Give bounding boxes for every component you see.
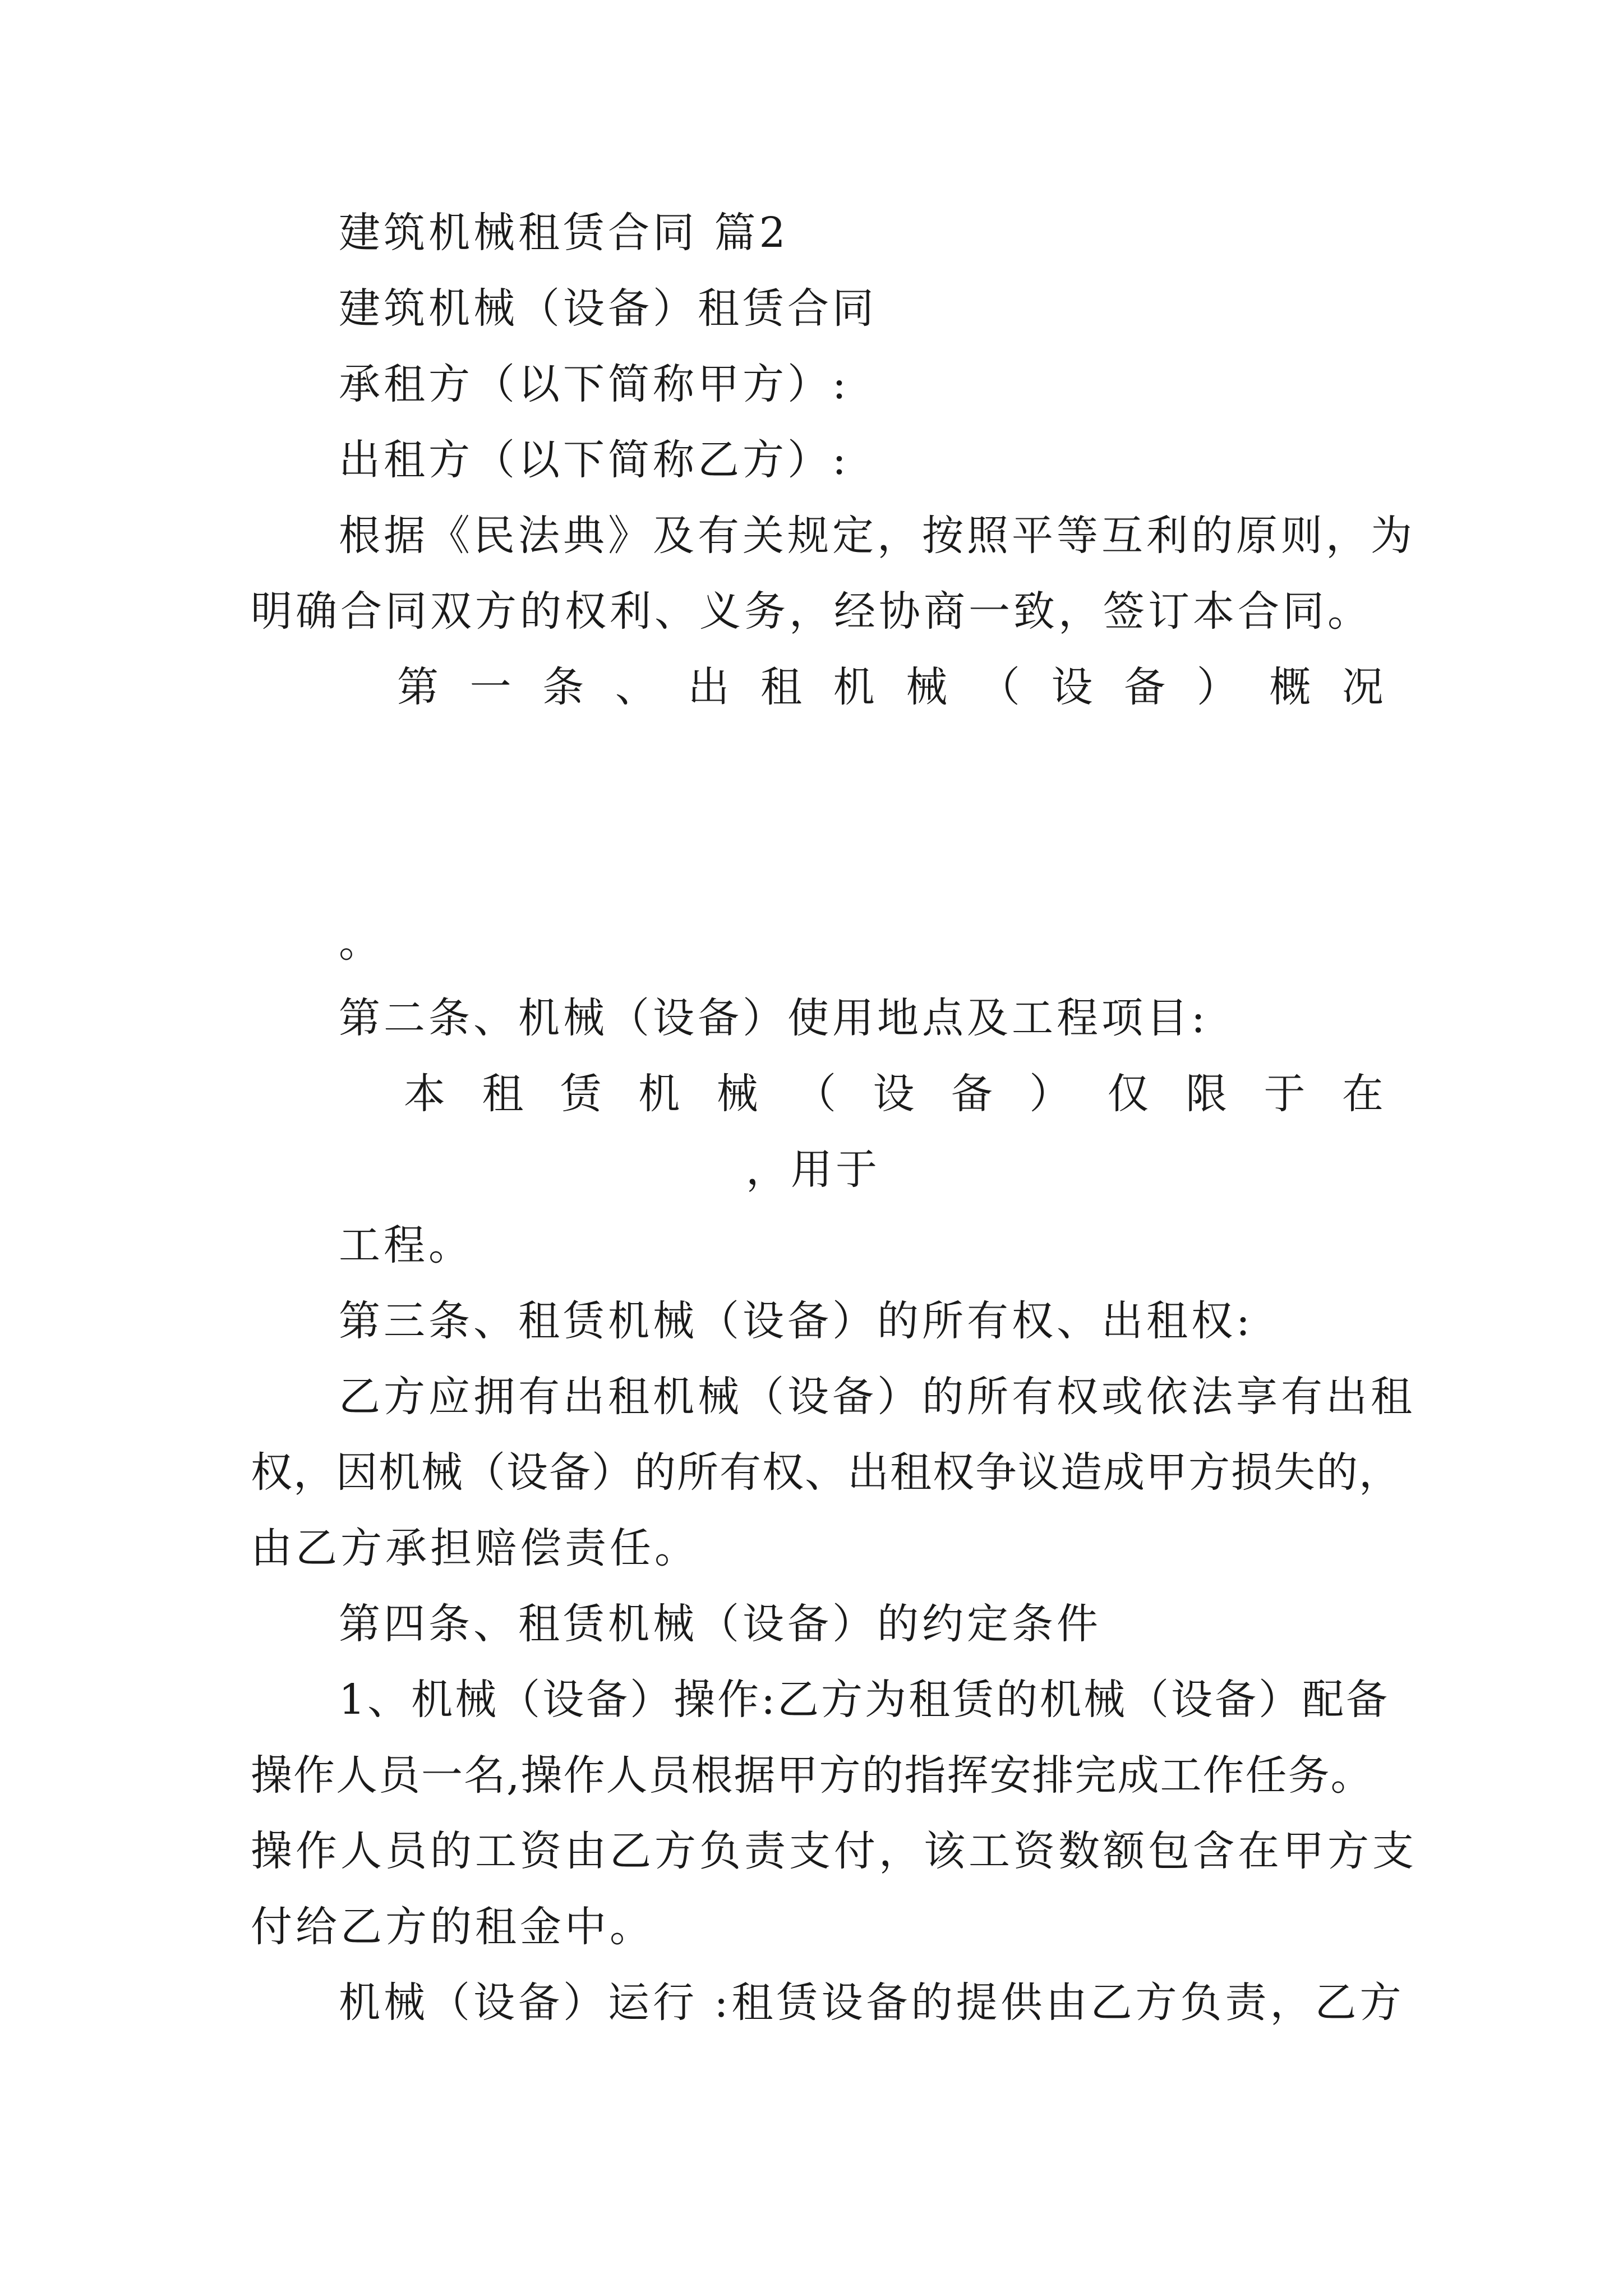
article-2-line-1-char: （ — [795, 1070, 837, 1118]
article-1-heading-char: 械 — [906, 663, 948, 711]
article-2-heading: 第二条、机械（设备）使用地点及工程项目: — [339, 994, 1209, 1042]
article-1-heading-char: 况 — [1341, 663, 1384, 711]
article-2-line-1-char: 于 — [1264, 1070, 1306, 1118]
article-3-line-1: 乙方应拥有出租机械（设备）的所有权或依法享有出租 — [339, 1373, 1415, 1421]
article-4-item-2-line-1: 机械（设备）运行 :租赁设备的提供由乙方负责，乙方 — [339, 1978, 1405, 2027]
article-1-heading-char: 设 — [1051, 663, 1093, 711]
article-2-line-2: ，用于 — [746, 1145, 880, 1194]
article-1-heading-char: 备 — [1124, 663, 1166, 711]
article-2-line-1-char: 设 — [873, 1070, 915, 1118]
lessor-line: 出租方（以下简称乙方）: — [339, 436, 850, 484]
document-subtitle: 建筑机械（设备）租赁合同 — [339, 284, 877, 333]
article-2-line-1-char: 限 — [1186, 1070, 1228, 1118]
article-1-heading-char: ） — [1196, 663, 1238, 711]
article-2-line-1-char: 机 — [638, 1070, 680, 1118]
article-1-heading-char: 条 — [542, 663, 584, 711]
article-3-heading: 第三条、租赁机械（设备）的所有权、出租权: — [339, 1297, 1253, 1345]
article-1-heading-char: 一 — [469, 663, 511, 711]
article-2-line-1-char: 械 — [716, 1070, 758, 1118]
article-3-line-3: 由乙方承担赔偿责任。 — [251, 1524, 699, 1572]
article-4-item-1-line-3: 操作人员的工资由乙方负责支付，该工资数额包含在甲方支 — [251, 1827, 1417, 1875]
document-title: 建筑机械租赁合同 篇2 — [339, 209, 789, 257]
article-4-item-1-line-4: 付给乙方的租金中。 — [251, 1903, 654, 1951]
article-3-line-2: 权，因机械（设备）的所有权、出租权争议造成甲方损失的， — [251, 1448, 1401, 1497]
article-1-heading-char: 机 — [833, 663, 875, 711]
article-2-line-1-char: 备 — [951, 1070, 993, 1118]
article-1-heading-char: 第 — [397, 663, 439, 711]
article-1-heading-char: 概 — [1269, 663, 1311, 711]
article-4-item-1-line-1: 1、机械（设备）操作:乙方为租赁的机械（设备）配备 — [339, 1676, 1390, 1724]
article-4-item-1-line-2: 操作人员一名,操作人员根据甲方的指挥安排完成工作任务。 — [251, 1751, 1373, 1800]
article-2-line-3: 工程。 — [339, 1221, 473, 1269]
article-1-heading — [397, 659, 1384, 715]
article-2-line-1-char: 仅 — [1107, 1070, 1149, 1118]
article-1-heading-char: 租 — [760, 663, 803, 711]
article-2-line-1-char: 本 — [404, 1070, 445, 1118]
article-1-heading-char: 出 — [688, 663, 730, 711]
article-1-heading-char: （ — [978, 663, 1020, 711]
article-1-end: 。 — [339, 918, 384, 967]
article-2-line-1-char: 在 — [1341, 1070, 1384, 1118]
preamble-line-1: 根据《民法典》及有关规定，按照平等互利的原则，为 — [339, 512, 1415, 560]
article-2-line-1 — [404, 1066, 1384, 1122]
preamble-line-2: 明确合同双方的权利、义务，经协商一致，签订本合同。 — [251, 587, 1372, 636]
lessee-line: 承租方（以下简称甲方）: — [339, 360, 850, 408]
article-2-line-1-char: 赁 — [560, 1070, 602, 1118]
article-1-heading-char: 、 — [615, 663, 657, 711]
article-4-heading: 第四条、租赁机械（设备）的约定条件 — [339, 1600, 1101, 1648]
article-2-line-1-char: 租 — [482, 1070, 524, 1118]
article-2-line-1-char: ） — [1029, 1070, 1071, 1118]
